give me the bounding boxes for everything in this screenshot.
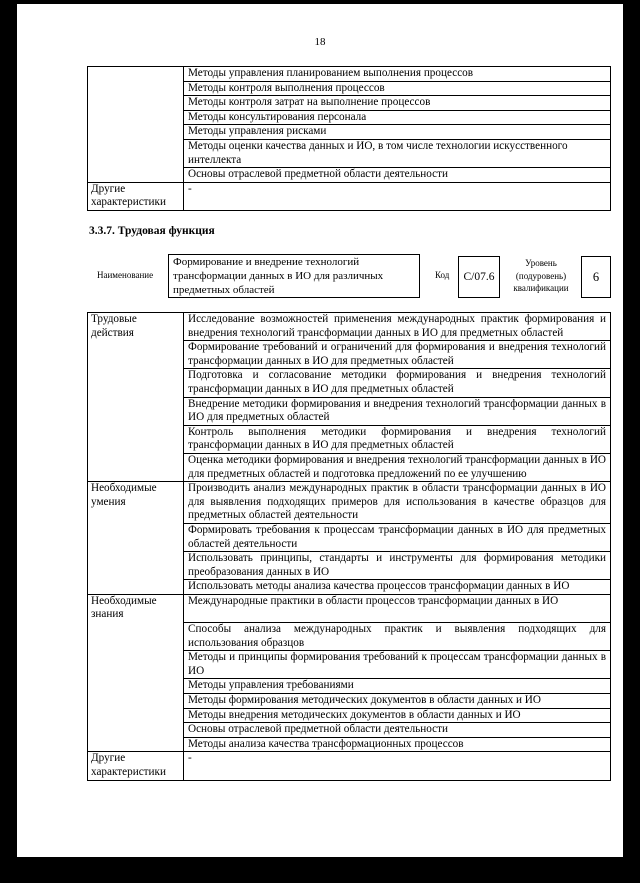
table-row: Использовать принципы, стандарты и инструменты для формирования методики преобразования данных в ИО — [184, 552, 611, 580]
table-row: Методы оценки качества данных и ИО, в том числе технологии искусственного интеллекта — [184, 139, 611, 167]
table-row: Способы анализа международных практик и выявления подходящих для использования образцов — [184, 623, 611, 651]
table-row: Формирование требований и ограничений для формирования и внедрения технологий трансформации данных в ИО для предметных областей — [184, 341, 611, 369]
other-characteristics-label: Другие характеристики — [88, 182, 184, 210]
table-row: Методы управления планированием выполнения процессов — [184, 67, 611, 82]
section-title: 3.3.7. Трудовая функция — [89, 225, 215, 237]
knowledge-table-continued — [87, 66, 611, 211]
table-row: Производить анализ международных практик в области трансформации данных в ИО для выявления подходящих примеров для использования в качестве образцов для предметных областей деятельности — [184, 482, 611, 524]
level-box: 6 — [581, 256, 611, 298]
code-label: Код — [435, 270, 450, 280]
labor-actions-label: Трудовые действия — [88, 313, 184, 341]
required-knowledge-label: Необходимые знания — [88, 594, 184, 622]
function-name-box: Формирование и внедрение технологий трансформации данных в ИО для различных предметных областей — [168, 254, 420, 298]
document-page — [17, 4, 623, 857]
table-row: Методы внедрения методических документов в области данных и ИО — [184, 708, 611, 723]
table-row: Использовать методы анализа качества процессов трансформации данных в ИО — [184, 580, 611, 595]
table-row: Методы управления требованиями — [184, 679, 611, 694]
name-label: Наименование — [97, 270, 154, 280]
table-row: Оценка методики формирования и внедрения технологий трансформации данных в ИО для предметных областей и подготовка предложений по ее улучшению — [184, 453, 611, 481]
table-row: Международные практики в области процессов трансформации данных в ИО — [184, 594, 611, 622]
table-row: Внедрение методики формирования и внедрения технологий трансформации данных в ИО для предметных областей — [184, 397, 611, 425]
table-row: Основы отраслевой предметной области деятельности — [184, 168, 611, 183]
other-characteristics-value: - — [184, 752, 611, 780]
table-row: Методы анализа качества трансформационных процессов — [184, 737, 611, 752]
labor-function-table — [87, 312, 611, 781]
level-label: Уровень (подуровень) квалификации — [513, 258, 569, 293]
other-characteristics-label: Другие характеристики — [88, 752, 184, 780]
required-skills-label: Необходимые умения — [88, 482, 184, 524]
table-row: Методы формирования методических документов в области данных и ИО — [184, 694, 611, 709]
table-row: Исследование возможностей применения международных практик формирования и внедрения технологий трансформации данных в ИО для предметных областей — [184, 313, 611, 341]
table-row: Методы и принципы формирования требований к процессам трансформации данных в ИО — [184, 651, 611, 679]
table-row: Методы консультирования персонала — [184, 110, 611, 125]
code-box: C/07.6 — [458, 256, 500, 298]
other-characteristics-value: - — [184, 182, 611, 210]
page-number: 18 — [314, 36, 326, 48]
table-row: Контроль выполнения методики формирования и внедрения технологий трансформации данных в ИО для предметных областей — [184, 425, 611, 453]
table-row: Методы управления рисками — [184, 125, 611, 140]
empty-label-cell — [88, 67, 184, 82]
table-row: Методы контроля затрат на выполнение процессов — [184, 96, 611, 111]
table-row: Основы отраслевой предметной области деятельности — [184, 723, 611, 738]
table-row: Методы контроля выполнения процессов — [184, 81, 611, 96]
table-row: Подготовка и согласование методики формирования и внедрения технологий трансформации данных в ИО для предметных областей — [184, 369, 611, 397]
table-row: Формировать требования к процессам трансформации данных в ИО для предметных областей деятельности — [184, 523, 611, 551]
